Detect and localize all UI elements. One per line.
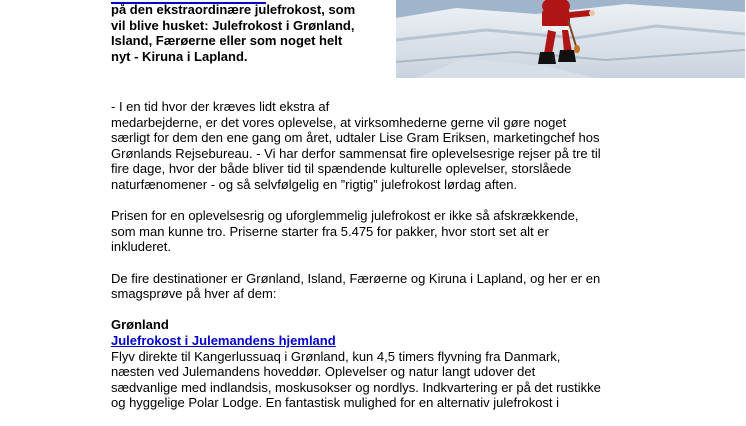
section-link-greenland[interactable]: Julefrokost i Julemandens hjemland (111, 332, 336, 348)
intro-bold-text (111, 2, 383, 64)
text-line: og hyggelige Polar Lodge. En fantastisk mulighed for en alternativ julefrokost i (111, 395, 560, 411)
intro-line: Island, Færøerne eller som noget helt (111, 33, 343, 48)
text-line: - I en tid hvor der kræves lidt ekstra af (111, 99, 330, 114)
paragraph-quote (111, 99, 671, 193)
text-line: fire dage, hvor der både bliver tid til spændende kulturelle oplevelser, storslåede (111, 161, 572, 177)
text-line: særligt for dem den ene gang om året, udtaler Lise Gram Eriksen, marketingchef hos (111, 130, 600, 146)
text-line: som man kunne tro. Priserne starter fra 5.475 for pakker, hvor stort set alt er (111, 223, 549, 239)
section-body-greenland (111, 349, 671, 411)
text-line: sædvanlige med indlandsis, moskusokser og nordlys. Indkvartering er på det rustikke (111, 379, 601, 395)
text-line: medarbejderne, er det vores oplevelse, at virksomhederne gerne vil gøre noget (111, 114, 567, 130)
intro-line: vil blive husket: Julefrokost i Grønland, (111, 17, 355, 33)
text-line: naturfænomener - og så selvfølgelig en ”rigtig” julefrokost lørdag aften. (111, 176, 518, 192)
text-line: Flyv direkte til Kangerlussuaq i Grønland, kun 4,5 timers flyvning fra Danmark, (111, 348, 561, 364)
text-line: Grønlands Rejsebureau. - Vi har derfor sammensat fire oplevelsesrige rejser på tre til (111, 145, 601, 161)
santa-on-snow-photo (396, 0, 745, 78)
paragraph-destinations (111, 271, 671, 302)
text-line: næsten ved Julemandens hoveddør. Oplevelser og natur langt udover det (111, 364, 536, 380)
text-line: inkluderet. (111, 239, 171, 255)
article-body (111, 99, 671, 426)
intro-line: på den ekstraordinære julefrokost, som (111, 2, 356, 17)
text-line: smagsprøve på hver af dem: (111, 286, 277, 302)
section-heading-greenland: Grønland (111, 317, 169, 333)
intro-line: nyt - Kiruna i Lapland. (111, 48, 248, 64)
text-line: De fire destinationer er Grønland, Island, Færøerne og Kiruna i Lapland, og her er en (111, 270, 601, 286)
paragraph-price (111, 208, 671, 255)
text-line: Prisen for en oplevelsesrig og uforglemmelig julefrokost er ikke så afskrækkende, (111, 208, 579, 224)
